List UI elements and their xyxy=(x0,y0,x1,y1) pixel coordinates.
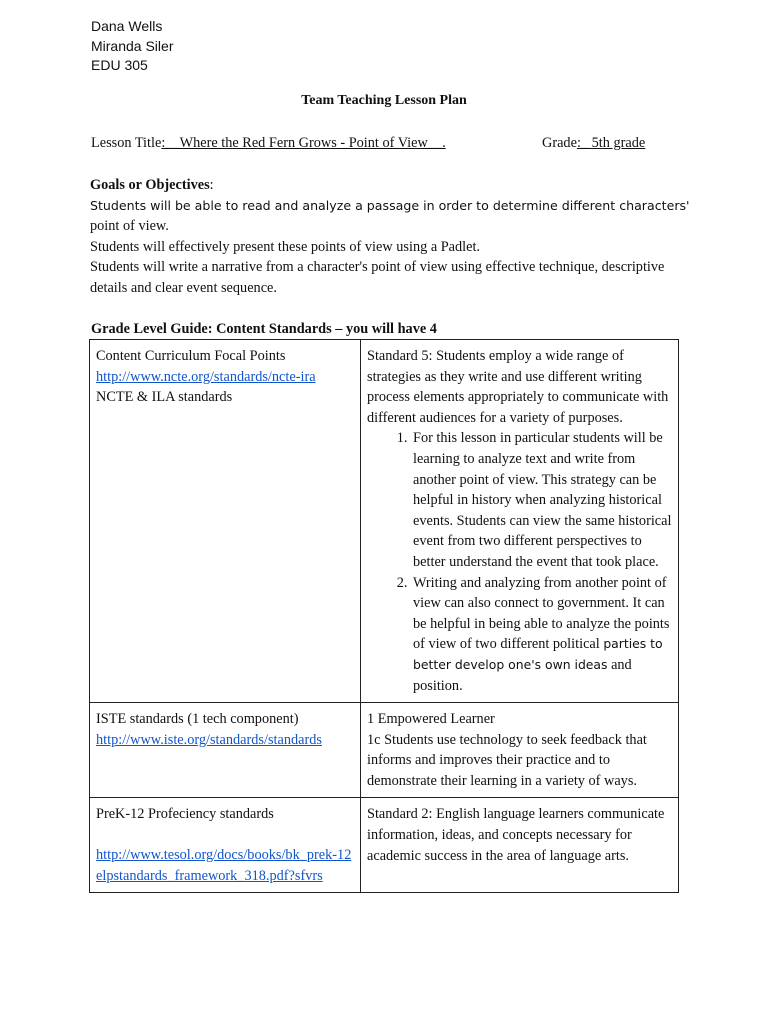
iste-standard-heading: 1 Empowered Learner xyxy=(367,711,495,728)
table-cell-right xyxy=(361,798,679,893)
goal-line-1: Students will be able to read and analyze a passage in order to determine different characters' xyxy=(90,197,690,213)
author-block xyxy=(91,17,173,76)
list-item-text-c: and position. xyxy=(413,656,632,694)
standard-2-text: Standard 2: English language learners communicate information, ideas, and concepts necessary for academic success in the area of language arts. xyxy=(367,806,665,864)
grade-field xyxy=(542,134,645,152)
lesson-info-row xyxy=(91,134,691,152)
author-name-2: Miranda Siler xyxy=(91,37,174,54)
course-code: EDU 305 xyxy=(91,57,148,73)
ncte-ila-note: NCTE & ILA standards xyxy=(96,389,233,406)
tesol-link[interactable]: http://www.tesol.org/docs/books/bk_prek-12elpstandards_framework_318.pdf?sfvrs xyxy=(96,847,352,884)
proficiency-title: PreK-12 Profeciency standards xyxy=(96,806,274,823)
standard-5-text: Standard 5: Students employ a wide range of strategies as they write and use different writing process elements appropriately to communicate with different audiences for a variety of purposes. xyxy=(367,348,669,426)
standard-5-list xyxy=(367,428,672,696)
goal-line-2: Students will effectively present these points of view using a Padlet. xyxy=(90,238,481,255)
author-name-1: Dana Wells xyxy=(91,18,163,34)
table-row xyxy=(90,703,679,798)
table-row xyxy=(90,340,679,703)
iste-standard-text: 1c Students use technology to seek feedback that informs and improves their practice and to demonstrate their learning in a variety of ways. xyxy=(367,731,647,789)
lesson-title-label: Lesson Title xyxy=(91,135,162,151)
standards-table xyxy=(89,339,679,893)
table-cell-left xyxy=(90,340,361,703)
ncte-link[interactable]: http://www.ncte.org/standards/ncte-ira xyxy=(96,368,316,385)
iste-title: ISTE standards (1 tech component) xyxy=(96,711,299,728)
list-item-text-a: Writing and analyzing from another point of view can also connect to government. It can be helpful in being able to analyze the points of view of two different political xyxy=(413,574,670,653)
page-title: Team Teaching Lesson Plan xyxy=(301,93,467,108)
table-row xyxy=(90,798,679,893)
spacer xyxy=(96,825,354,845)
table-cell-left xyxy=(90,703,361,798)
goal-line-1b: point of view. xyxy=(90,218,169,235)
table-cell-right xyxy=(361,340,679,703)
goals-heading: Goals or Objectives xyxy=(90,177,210,193)
goals-heading-colon: : xyxy=(209,177,214,193)
table-cell-right xyxy=(361,703,679,798)
goals-section xyxy=(90,175,690,299)
list-item xyxy=(411,573,672,697)
grade-level-guide-heading: Grade Level Guide: Content Standards – you will have 4 xyxy=(91,321,437,337)
table-cell-left xyxy=(90,798,361,893)
grade-label: Grade xyxy=(542,135,577,151)
list-item-text-b: parties to better develop one's own ideas xyxy=(413,636,663,672)
focal-points-title: Content Curriculum Focal Points xyxy=(96,348,286,364)
list-item: 1. For this lesson in particular students will be learning to analyze text and write from another point of view. This strategy can be helpful in history when analyzing historical events. Students can view the same historical event from two different perspectives to better understand the event that took place. xyxy=(411,428,672,572)
grade-value: :_ 5th grade xyxy=(576,135,646,151)
goal-line-3: Students will write a narrative from a character's point of view using effective technique, descriptive details and clear event sequence. xyxy=(90,259,665,296)
lesson-title-value: :__Where the Red Fern Grows - Point of View__. xyxy=(161,135,446,151)
iste-link[interactable]: http://www.iste.org/standards/standards xyxy=(96,731,322,748)
